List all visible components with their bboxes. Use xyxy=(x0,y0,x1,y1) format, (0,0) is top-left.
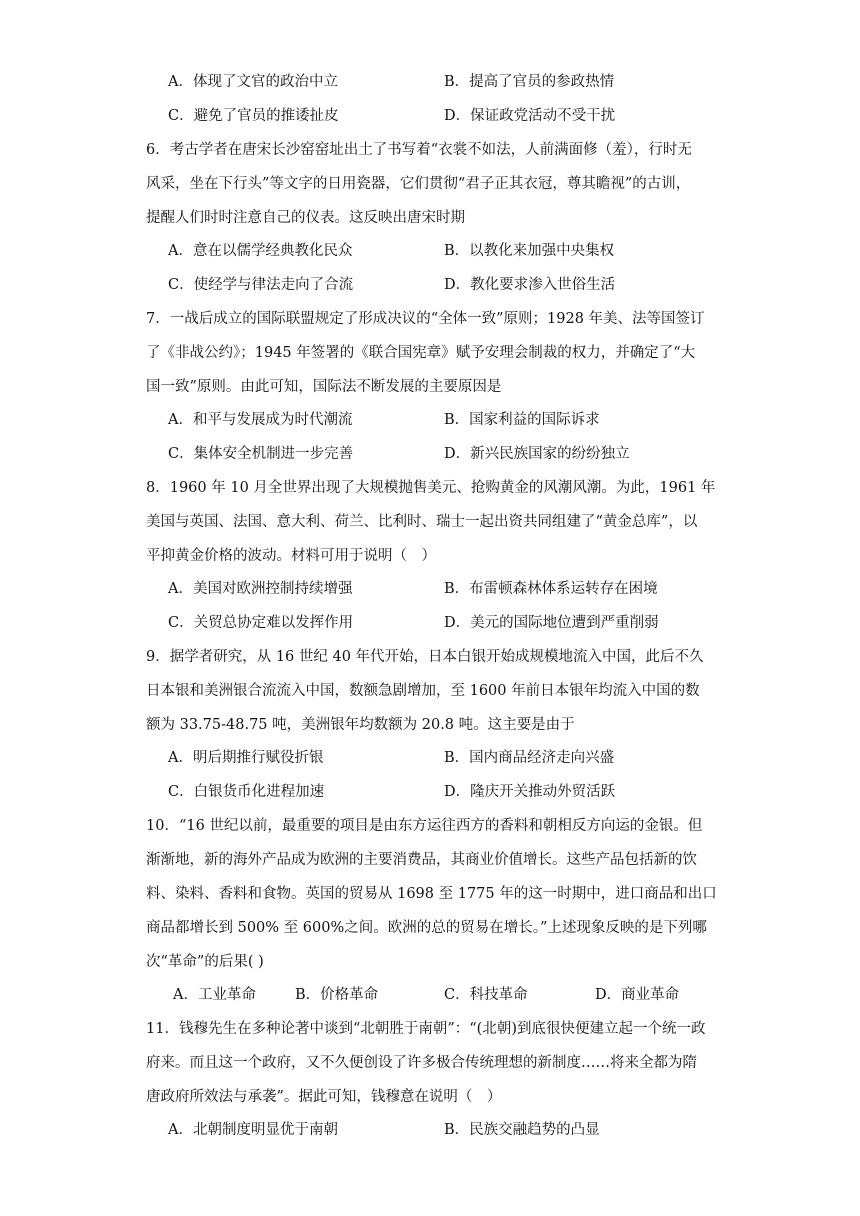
q7-stem-line: 7．一战后成立的国际联盟规定了形成决议的“全体一致”原则；1928 年美、法等国签订 xyxy=(146,311,705,327)
q11-option-a[interactable]: A．北朝制度明显优于南朝 xyxy=(168,1122,338,1138)
q7-stem-line: 国一致”原则。由此可知，国际法不断发展的主要原因是 xyxy=(146,379,502,395)
q10-stem-line: 料、染料、香料和食物。英国的贸易从 1698 至 1775 年的这一时期中，进口商品和出口 xyxy=(146,886,717,902)
q6-stem-line: 提醒人们时时注意自己的仪表。这反映出唐宋时期 xyxy=(146,210,465,226)
q8-stem-line: 8．1960 年 10 月全世界出现了大规模抛售美元、抢购黄金的风潮风潮。为此，1961 年 xyxy=(146,480,716,496)
q10-stem-line: 商品都增长到 500% 至 600%之间。欧洲的总的贸易在增长。”上述现象反映的是下列哪 xyxy=(146,920,707,936)
q7-option-b[interactable]: B．国家利益的国际诉求 xyxy=(444,412,600,428)
q10-stem-line: 次“革命”的后果( ) xyxy=(146,954,264,970)
q9-option-b[interactable]: B．国内商品经济走向兴盛 xyxy=(444,750,615,766)
q8-stem-line: 平抑黄金价格的波动。材料可用于说明（ ） xyxy=(146,548,436,564)
q11-option-b[interactable]: B．民族交融趋势的凸显 xyxy=(444,1122,600,1138)
q5-option-b[interactable]: B．提高了官员的参政热情 xyxy=(444,74,615,90)
q11-stem-line: 唐政府所效法与承袭”。据此可知，钱穆意在说明（ ） xyxy=(146,1089,502,1105)
q9-stem-line: 9．据学者研究，从 16 世纪 40 年代开始，日本白银开始成规模地流入中国，此后不久 xyxy=(146,649,704,665)
q10-option-a[interactable]: A．工业革命 xyxy=(173,987,256,1003)
q6-option-d[interactable]: D．教化要求渗入世俗生活 xyxy=(444,277,616,293)
q5-option-d[interactable]: D．保证政党活动不受干扰 xyxy=(444,108,616,124)
q10-stem-line: 渐渐地，新的海外产品成为欧洲的主要消费品，其商业价值增长。这些产品包括新的饮 xyxy=(146,852,697,868)
q7-option-c[interactable]: C．集体安全机制进一步完善 xyxy=(168,446,354,462)
q10-option-b[interactable]: B．价格革命 xyxy=(295,987,379,1003)
q7-option-d[interactable]: D．新兴民族国家的纷纷独立 xyxy=(444,446,630,462)
q6-stem-line: 6．考古学者在唐宋长沙窑窑址出土了书写着“衣裳不如法，人前满面修（羞），行时无 xyxy=(146,142,692,158)
q6-option-a[interactable]: A．意在以儒学经典教化民众 xyxy=(168,243,353,259)
q7-stem-line: 了《非战公约》；1945 年签署的《联合国宪章》赋予安理会制裁的权力，并确定了“大 xyxy=(146,345,696,361)
q11-stem-line: 府来。而且这一个政府，又不久便创设了许多极合传统理想的新制度……将来全都为隋 xyxy=(146,1055,697,1071)
q11-stem-line: 11．钱穆先生在多种论著中谈到“北朝胜于南朝”：“(北朝)到底很快便建立起一个统一政 xyxy=(146,1021,706,1037)
q10-stem-line: 10．“16 世纪以前，最重要的项目是由东方运往西方的香料和朝相反方向运的金银。但 xyxy=(146,818,703,834)
q9-option-a[interactable]: A．明后期推行赋役折银 xyxy=(168,750,324,766)
q10-option-c[interactable]: C．科技革命 xyxy=(444,987,528,1003)
q9-option-d[interactable]: D．隆庆开关推动外贸活跃 xyxy=(444,784,616,800)
q9-option-c[interactable]: C．白银货币化进程加速 xyxy=(168,784,325,800)
q8-option-a[interactable]: A．美国对欧洲控制持续增强 xyxy=(168,581,353,597)
q6-stem-line: 风采，坐在下行头”等文字的日用瓷器，它们贯彻“君子正其衣冠，尊其瞻视”的古训， xyxy=(146,176,691,192)
q10-option-d[interactable]: D．商业革命 xyxy=(595,987,680,1003)
q6-option-c[interactable]: C．使经学与律法走向了合流 xyxy=(168,277,354,293)
q6-option-b[interactable]: B．以教化来加强中央集权 xyxy=(444,243,615,259)
q5-option-c[interactable]: C．避免了官员的推诿扯皮 xyxy=(168,108,339,124)
q9-stem-line: 日本银和美洲银合流流入中国，数额急剧增加，至 1600 年前日本银年均流入中国的数 xyxy=(146,683,700,699)
q8-option-d[interactable]: D．美元的国际地位遭到严重削弱 xyxy=(444,615,659,631)
q8-option-c[interactable]: C．关贸总协定难以发挥作用 xyxy=(168,615,354,631)
q9-stem-line: 额为 33.75-48.75 吨，美洲银年均数额为 20.8 吨。这主要是由于 xyxy=(146,717,575,733)
q5-option-a[interactable]: A．体现了文官的政治中立 xyxy=(168,74,338,90)
q7-option-a[interactable]: A．和平与发展成为时代潮流 xyxy=(168,412,353,428)
q8-option-b[interactable]: B．布雷顿森林体系运转存在困境 xyxy=(444,581,658,597)
q8-stem-line: 美国与英国、法国、意大利、荷兰、比利时、瑞士一起出资共同组建了“黄金总库”，以 xyxy=(146,514,698,530)
